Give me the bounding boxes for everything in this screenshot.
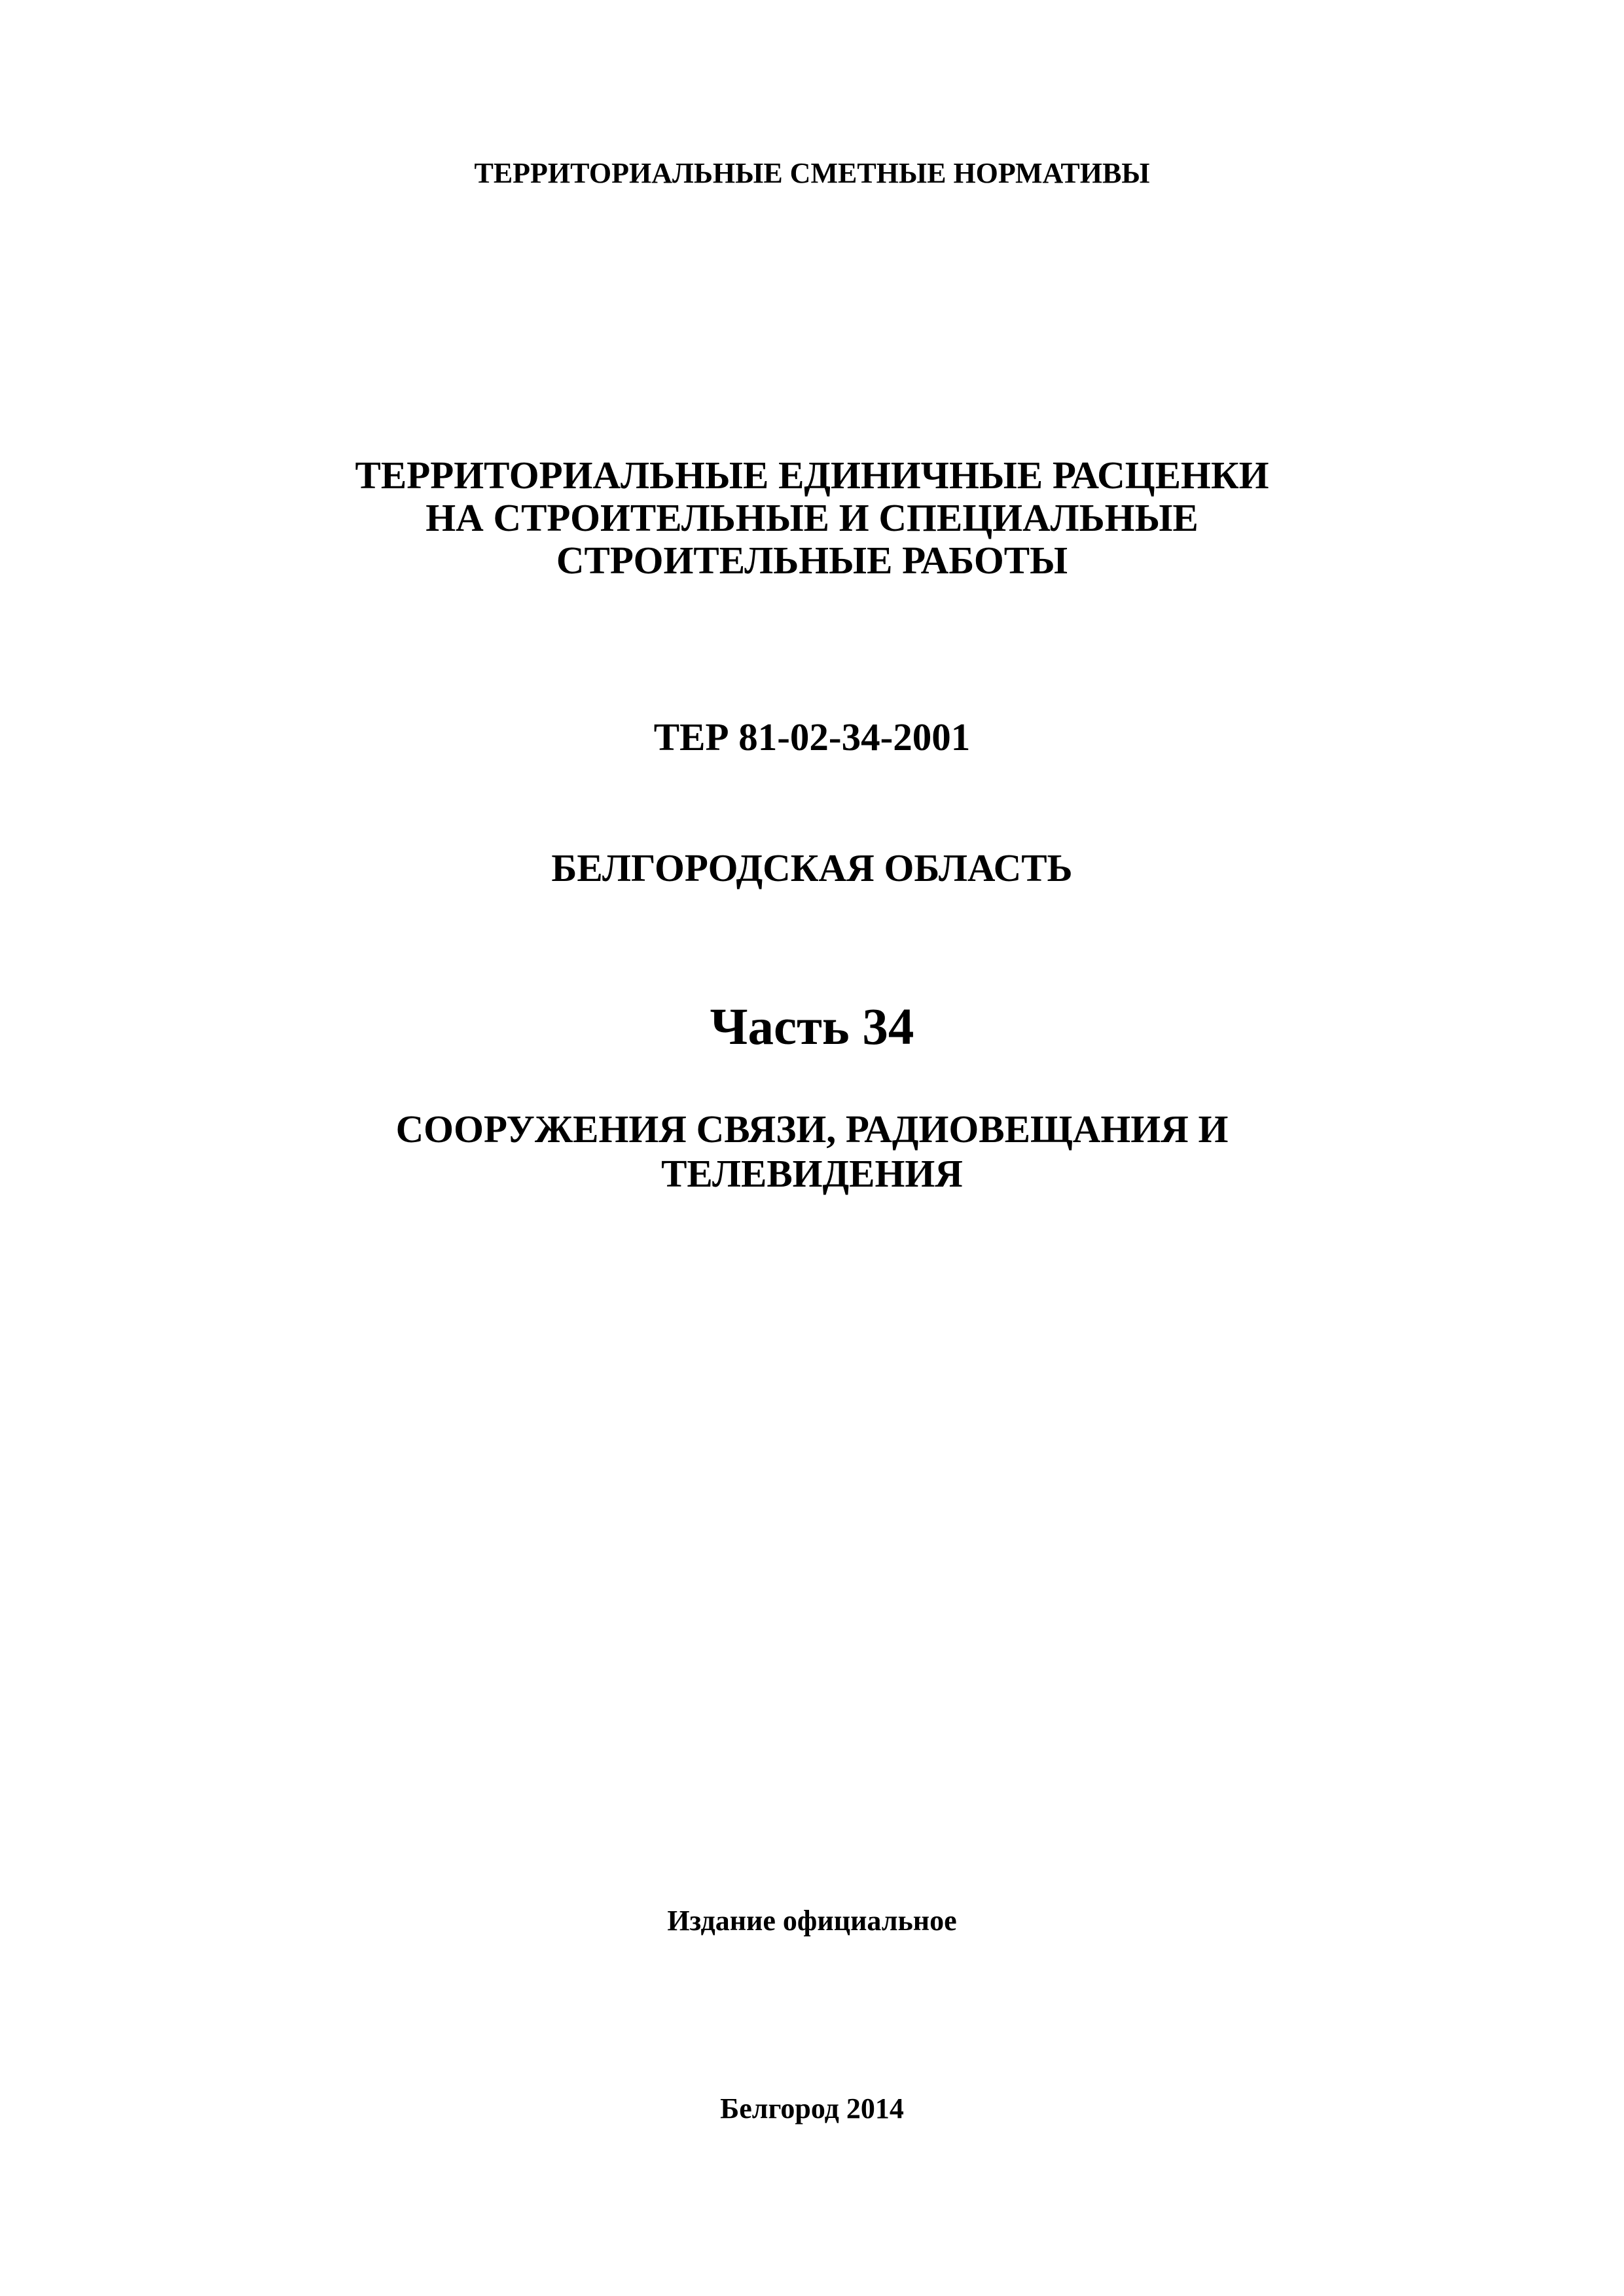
title-line-2: НА СТРОИТЕЛЬНЫЕ И СПЕЦИАЛЬНЫЕ [425, 496, 1199, 539]
imprint-place-year: Белгород 2014 [720, 2092, 904, 2125]
region-heading: БЕЛГОРОДСКАЯ ОБЛАСТЬ [551, 846, 1073, 889]
subject-line-2: ТЕЛЕВИДЕНИЯ [661, 1152, 963, 1195]
title-line-1: ТЕРРИТОРИАЛЬНЫЕ ЕДИНИЧНЫЕ РАСЦЕНКИ [355, 454, 1269, 497]
edition-note: Издание официальное [667, 1905, 957, 1937]
part-heading: Часть 34 [710, 999, 914, 1056]
title-line-3: СТРОИТЕЛЬНЫЕ РАБОТЫ [556, 539, 1068, 582]
series-heading: ТЕРРИТОРИАЛЬНЫЕ СМЕТНЫЕ НОРМАТИВЫ [474, 157, 1150, 189]
subject-line-1: СООРУЖЕНИЯ СВЯЗИ, РАДИОВЕЩАНИЯ И [395, 1107, 1229, 1151]
document-code: ТЕР 81-02-34-2001 [653, 715, 971, 759]
